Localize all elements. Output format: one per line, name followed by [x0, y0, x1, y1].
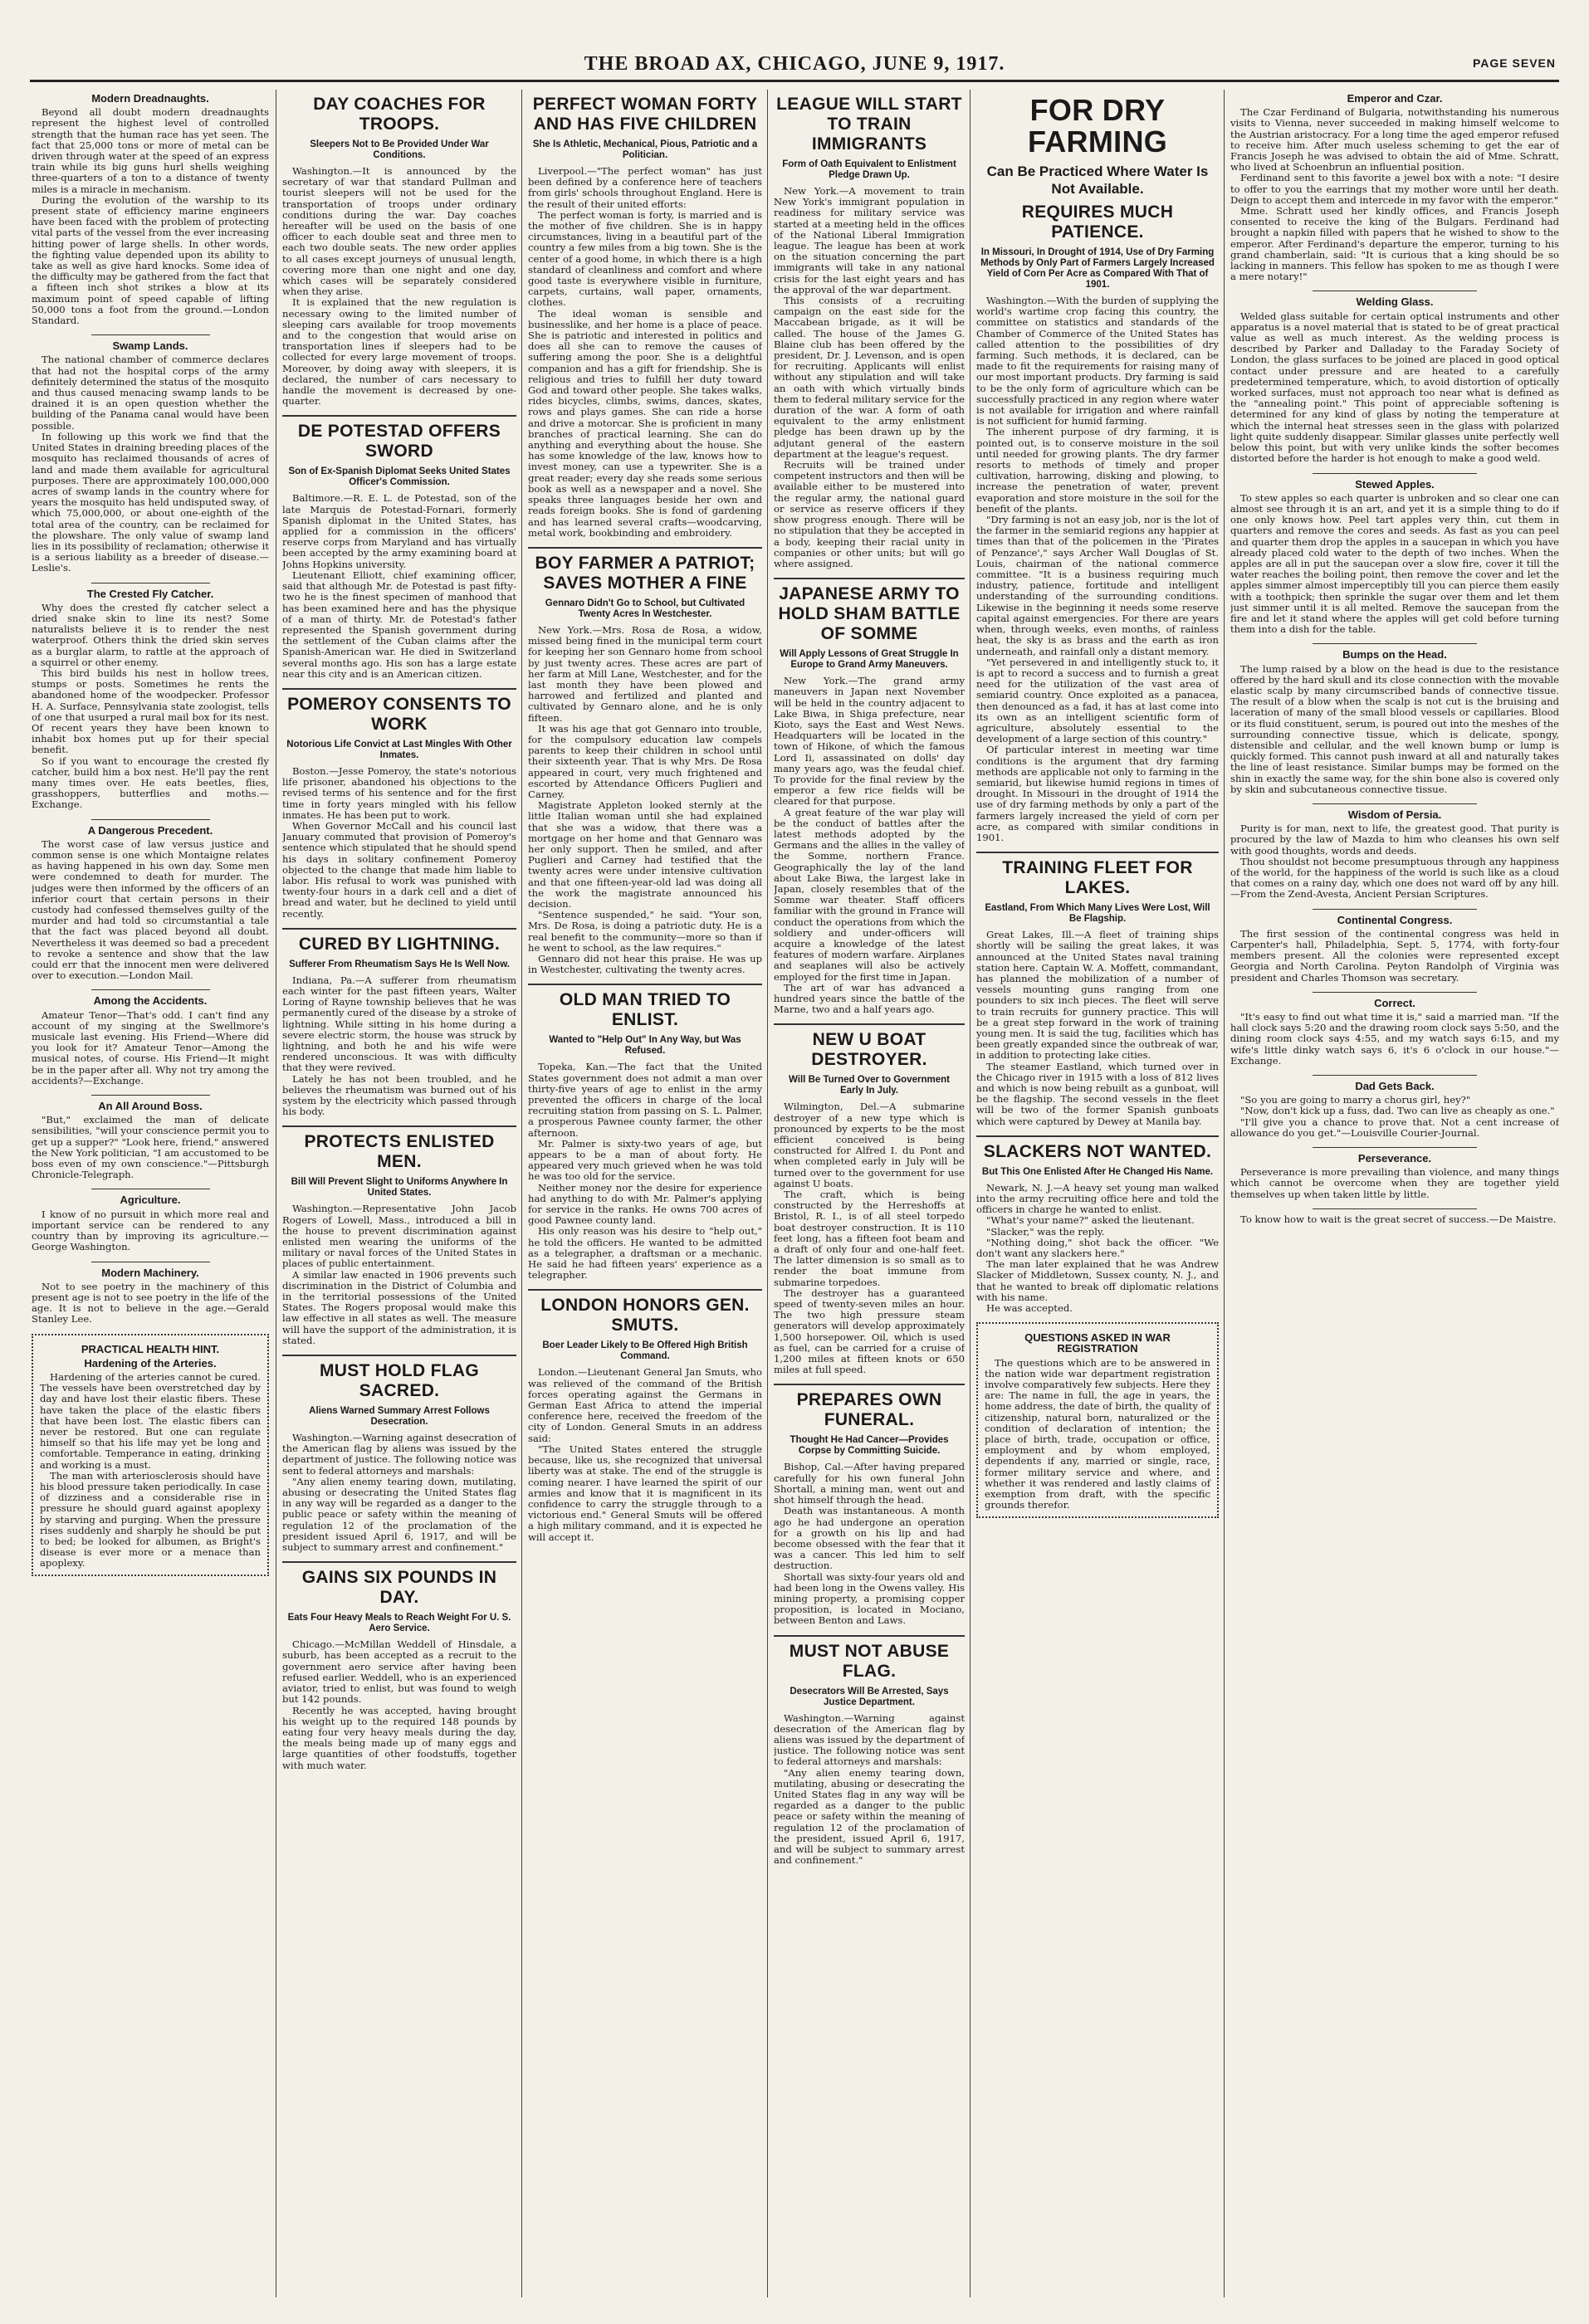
article-title: The Crested Fly Catcher. [86, 587, 214, 600]
article-title: Dad Gets Back. [1355, 1080, 1435, 1093]
article-paragraph: Boston.—Jesse Pomeroy, the state's notorious life prisoner, abandoned his objections to the revised terms of his sentence and for the first time in forty years mingled with his fellow inmates. He has been put to work. [282, 764, 516, 821]
article-paragraph: Great Lakes, Ill.—A fleet of training ships shortly will be sailing the great lakes, it was announced at the United States naval training station here. Captain W. A. Moffett, commandant, has planned the mobilization of a number of vessels mounting guns ranging from one pounders to six inch pieces. The fleet will serve to train recruits for gunnery practice. This will be a great step forward in the work of training young men. It is said the tug, facilities which has been greatly expanded since the outbreak of war, in addition to protecting lake cities. [976, 929, 1219, 1062]
article-paragraph: It is explained that the new regulation is necessary owing to the limited number of sleeping cars available for troop movements and to the congestion that would arise on transportation lines if sleepers had to be collected for every large movement of troops. Moreover, by doing away with sleepers, it is declared, the number of cars necessary to handle the movement is decreased by one-quarter. [282, 296, 516, 408]
column-rule [521, 90, 522, 2297]
article-subhead: Form of Oath Equivalent to Enlistment Pledge Drawn Up. [782, 159, 956, 180]
article-subhead: Eastland, From Which Many Lives Were Lost, Will Be Flagship. [985, 903, 1210, 925]
article-subhead: Wanted to "Help Out" In Any Way, but Was Refused. [549, 1035, 741, 1057]
article-paragraph: New York.—A movement to train New York's immigrant population in readiness for military service was started at a meeting held in the offices of the National Liberal Immigration league. The league has been at work on the situation concerning the part immigrants will take in any national crisis for the last eight years and has the approval of the war department. [774, 185, 965, 295]
article-paragraph: Gennaro did not hear this praise. He was up in Westchester, cultivating the twenty acres. [528, 953, 762, 976]
article-paragraph: So if you want to encourage the crested fly catcher, build him a box nest. He'll pay the rent many times over. He eats beetles, flies, grasshoppers, butterflies and moths.—Exchange. [32, 754, 269, 811]
article-paragraph: The national chamber of commerce declares that had not the hospital corps of the army definitely determined the status of the mosquito and thus caused menacing swamp lands to be drained it is an open question whether the building of the Panama canal would have been possible. [32, 354, 269, 432]
article-paragraph: The art of war has advanced a hundred years since the battle of the Marne, two and a half years ago. [774, 981, 965, 1016]
article-title: Among the Accidents. [93, 994, 208, 1008]
article-paragraph: This consists of a recruiting campaign on the east side for the Maccabean brigade, as it will be called. The house of the James G. Blaine club has been offered by the president, Dr. J. Levenson, and is open for recruiting. Applicants will enlist without any stipulation and will take an oath with which virtually binds them to federal military service for the duration of the war. A form of oath equivalent to the army enlistment pledge has been drawn up by the adjutant general of the eastern department at the league's request. [774, 295, 965, 460]
article [282, 935, 516, 1118]
article-paragraph: Mme. Schratt used her kindly offices, and Francis Joseph consented to receive the king of the Bulgars. Ferdinand had brought a napkin filled with papers that he wished to show to the emperor. After Ferdinand's departure the emperor, turning to his grand chamberlain, said: "It is curious that a king should be so lacking in manners. This fellow has spoken to me as though I were a mere notary!" [1230, 205, 1559, 283]
article-paragraph: Liverpool.—"The perfect woman" has just been defined by a conference here of teachers from girls' schools throughout England. Here is the result of their united efforts: [528, 165, 762, 210]
article-headline: MUST HOLD FLAG SACRED. [319, 1361, 479, 1401]
article-title: An All Around Boss. [98, 1100, 203, 1113]
article [32, 93, 269, 326]
article-paragraph: "I'll give you a chance to prove that. Not a cent increase of allowance do you get."—Louisville Courier-Journal. [1230, 1116, 1559, 1139]
article [32, 995, 269, 1086]
article-paragraph: It was his age that got Gennaro into trouble, for the compulsory education law compels parents to keep their children in school until their sixteenth year. That is why Mrs. De Rosa appeared in court, very much frightened and escorted by Attendance Officers Puglieri and Carney. [528, 722, 762, 800]
box-title: QUESTIONS ASKED IN WAR REGISTRATION [1024, 1331, 1171, 1355]
divider [528, 547, 762, 549]
article-paragraph: Recently he was accepted, having brought his weight up to the required 148 pounds by eating four very heavy meals during the day, the meals being made up of many eggs and large quantities of other foodstuffs, together with much water. [282, 1704, 516, 1771]
article-headline: BOY FARMER A PATRIOT; SAVES MOTHER A FINE [535, 553, 755, 593]
divider [282, 415, 516, 417]
article [774, 584, 965, 1015]
article-paragraph: Death was instantaneous. A month ago he had undergone an operation for a growth on his lip and had become obsessed with the fear that it was a cancer. This led him to self destruction. [774, 1505, 965, 1572]
article-paragraph: "Dry farming is not an easy job, nor is the lot of the farmer in the semiarid regions any happier at times than that of the policemen in the 'Pirates of Penzance'," says Archer Wall Douglas of St. Louis, chairman of the national commerce committee. "It is a business requiring much industry, patience, fortitude and intelligent understanding of the surrounding conditions. Likewise in the beginning it needs some reserve capital against emergencies. For there are years when, through weeks, even months, of rainless heat, the sky is as brass and the earth as iron underneath, and rainfall only a distant memory. [976, 514, 1219, 657]
article-paragraph: "It's easy to find out what time it is," said a married man. "If the hall clock says 5:20 and the drawing room clock says 5:50, and the dining room clock says 4:55, and my watch says 6:15, and my wife's little dinky watch says 6, it's 6 o'clock in our house."—Exchange. [1230, 1011, 1559, 1067]
article [32, 1267, 269, 1326]
article [976, 858, 1219, 1127]
article-headline: LEAGUE WILL START TO TRAIN IMMIGRANTS [776, 95, 962, 154]
divider [1313, 803, 1477, 804]
article-title: A Dangerous Precedent. [87, 823, 213, 837]
article-headline: POMEROY CONSENTS TO WORK [287, 694, 511, 734]
article-headline: SLACKERS NOT WANTED. [983, 1141, 1212, 1161]
article-paragraph: The lump raised by a blow on the head is due to the resistance offered by the hard skull and its close connection with the movable elastic scalp by many circumscribed bands of connective tissue. The result of a blow when the scalp is not cut is the bruising and laceration of many of the small blood vessels or capillaries. Blood or its fluid constituent, serum, is poured out into the meshes of the surrounding connective tissue, which is delicate, spongy, distensible and cellular, and the well known bump or lump is quickly formed. This cannot push inward at all and naturally takes the line of least resistance. Similar bumps may be formed on the shin in exactly the same way, for the shin bone also is covered only by skin and subcutaneous connective tissue. [1230, 662, 1559, 795]
article [1230, 915, 1559, 984]
article-headline: MUST NOT ABUSE FLAG. [789, 1641, 950, 1681]
article-title: Correct. [1374, 996, 1415, 1009]
article-subhead: Desecrators Will Be Arrested, Says Justice Department. [790, 1686, 949, 1707]
article [1230, 649, 1559, 795]
divider [774, 578, 965, 579]
divider [528, 1289, 762, 1291]
article-paragraph: The perfect woman is forty, is married and is the mother of five children. She is in happy circumstances, living in a beautiful part of the country a few miles from a big town. She is the center of a good home, in which there is a high standard of cleanliness and comfort and where good taste is everywhere visible in furniture, carpets, curtains, wall paper, ornaments, clothes. [528, 208, 762, 309]
box-title: PRACTICAL HEALTH HINT. [81, 1342, 220, 1355]
article-paragraph: The craft, which is being constructed by the Herreshoffs at Bristol, R. I., is of all steel torpedo boat destroyer construction. It is 110 feet long, has a fifteen foot beam and a draft of only four and one-half feet. The latter dimension is so small as to render the boat immune from submarine torpedoes. [774, 1189, 965, 1288]
column-6 [1230, 90, 1559, 2297]
page-number: PAGE SEVEN [1473, 56, 1556, 70]
article-paragraph: The inherent purpose of dry farming, it is pointed out, is to conserve moisture in the soil until needed for growing plants. The dry farmer resorts to methods of timely and proper cultivation, harrowing, disking and plowing, to increase the penetration of water, prevent evaporation and store moisture in the soil for the benefit of the plants. [976, 426, 1219, 515]
article-paragraph: "Nothing doing," shot back the officer. "We don't want any slackers here." [976, 1236, 1219, 1260]
article [528, 95, 762, 539]
article-paragraph: A similar law enacted in 1906 prevents such discrimination in the District of Columbia and in the territorial possessions of the United States. The Rogers proposal would make this law effective in all states as well. The measure will have the support of the administration, it is stated. [282, 1268, 516, 1346]
article-paragraph: New York.—Mrs. Rosa de Rosa, a widow, missed being fined in the municipal term court for keeping her son Gennaro home from school by just twenty acres. These acres are part of her farm at Mill Lane, Westchester, and for the last month they have been plowed and harrowed and fertilized and planted and cultivated by Gennaro alone, and he is only fifteen. [528, 623, 762, 724]
article-paragraph: Baltimore.—R. E. L. de Potestad, son of the late Marquis de Potestad-Fornari, formerly Spanish diplomat in the United States, has applied for a commission in the officers' reserve corps from Maryland and has virtually been accepted by the army examining board at Johns Hopkins university. [282, 492, 516, 570]
article-paragraph: Beyond all doubt modern dreadnaughts represent the highest level of controlled strength that the human race has yet seen. The fact that 25,000 tons or more of metal can be driven through water at the speed of an express train while its big guns hurl shells weighing three-quarters of a ton to a distance of twenty miles is a miracle in mechanism. [32, 106, 269, 195]
page-title: THE BROAD AX, CHICAGO, JUNE 9, 1917. [584, 53, 1005, 75]
article-subhead: Aliens Warned Summary Arrest Follows Desecration. [309, 1406, 490, 1428]
article-headline: JAPANESE ARMY TO HOLD SHAM BATTLE OF SOMME [778, 584, 961, 644]
divider [1313, 643, 1477, 644]
divider [528, 984, 762, 985]
article-subhead: Thought He Had Cancer—Provides Corpse by Committing Suicide. [790, 1435, 949, 1457]
article-title: Emperor and Czar. [1347, 92, 1443, 105]
column-3 [528, 90, 762, 2297]
article [282, 1568, 516, 1770]
article-paragraph: Wilmington, Del.—A submarine destroyer of a new type which is pronounced by experts to be the most efficient conceived is being constructed for Alfred I. du Pont and when completed early in July will be turned over to the government for use against U boats. [774, 1101, 965, 1189]
article [1230, 809, 1559, 901]
article-headline: PERFECT WOMAN FORTY AND HAS FIVE CHILDREN [532, 95, 758, 134]
box-paragraph: The questions which are to be answered in the nation wide war department registration involve comparatively few subjects. Here they are: The name in full, the age in years, the home address, the date of birth, the quality of citizenship, natural born, naturalized or the condition of declaration of intention; the place of birth, trade, occupation or office, employment and by whom employed, dependents if any, married or single, race, former military service and where, and whether it was rendered and lastly claims of exemption from draft, with the specific grounds therefor. [985, 1356, 1210, 1511]
box-paragraph: Hardening of the arteries cannot be cured. The vessels have been overstretched day by day and have lost their elastic fibers. These have taken the place of the elastic fibers that have been lost. The elastic fibers can never be restored. But one can regulate himself so that his life may yet be long and comfortable. Temperance in eating, drinking and working is a must. [40, 1370, 261, 1471]
masthead [30, 51, 1559, 82]
article-title: Continental Congress. [1337, 913, 1453, 926]
article [282, 695, 516, 920]
article-subhead: Will Apply Lessons of Great Struggle In Europe to Grand Army Maneuvers. [780, 649, 959, 671]
article [282, 1132, 516, 1346]
article-paragraph: Of particular interest in meeting war time conditions is the argument that dry farming methods are applicable not only to farming in the semiarid, but likewise humid regions in times of drought. In Missouri in the drought of 1914 the use of dry farming methods by only a part of the farmers largely increased the yield of corn per acre, as compared with similar conditions in 1901. [976, 744, 1219, 843]
article-paragraph: Washington.—Representative John Jacob Rogers of Lowell, Mass., introduced a bill in the house to prevent discrimination against enlisted men wearing the uniforms of the military or naval forces of the United States in places of public entertainment. [282, 1203, 516, 1270]
article-paragraph: In following up this work we find that the United States in draining breeding places of the mosquito has reclaimed thousands of acres of land and made them available for agricultural purposes. There are approximately 100,000,000 acres of swamp lands in the country where for years the mosquito has held undisputed sway, of which 75,000,000, or about one-eighth of the total area of the country, can be reclaimed for the plowshare. The only value of swamp land lies in its possibility of reclamation; otherwise it is a serious liability as a breeder of disease.—Leslie's. [32, 430, 269, 574]
article-paragraph: Recruits will be trained under competent instructors and then will be available either to be mustered into the regular army, the national guard or service as reserve officers if they show progress enough. There will be no stipulation that they be accepted in a body, keeping their racial unity in companies or other units; but will go where assigned. [774, 459, 965, 569]
article-paragraph: "But," exclaimed the man of delicate sensibilities, "will your conscience permit you to get up a supper?" "Look here, friend," answered the New York politician, "I am accustomed to be boss even of my own conscience."—Pittsburgh Chronicle-Telegraph. [32, 1114, 269, 1181]
article-title: Perseverance. [1357, 1152, 1432, 1165]
article-paragraph: Mr. Palmer is sixty-two years of age, but appears to be a man of about forty. He appeared very much grieved when he was told he was too old for the service. [528, 1137, 762, 1183]
divider [976, 1135, 1219, 1137]
boxed-article [32, 1334, 269, 1576]
article-headline: LONDON HONORS GEN. SMUTS. [540, 1296, 750, 1335]
article-subhead: Notorious Life Convict at Last Mingles With Other Inmates. [286, 739, 512, 760]
article-subhead: Son of Ex-Spanish Diplomat Seeks United States Officer's Commission. [288, 466, 511, 488]
article-paragraph: "Sentence suspended," he said. "Your son, Mrs. De Rosa, is doing a patriotic duty. He is a real benefit to the community—more so than if he went to school, as the law requires." [528, 909, 762, 954]
article-paragraph: The steamer Eastland, which turned over in the Chicago river in 1915 with a loss of 812 lives and which is now being rebuilt as a gunboat, will be the flagship. The second vessels in the fleet will be two of the former Spanish gunboats which were captured by Dewey at Manila bay. [976, 1060, 1219, 1127]
article-paragraph: London.—Lieutenant General Jan Smuts, who was relieved of the command of the British forces operating against the Germans in German East Africa to attend the imperial conference here, received the freedom of the city of London. General Smuts in an address said: [528, 1366, 762, 1444]
divider [976, 852, 1219, 853]
divider [1313, 1075, 1477, 1076]
divider [282, 928, 516, 930]
article-headline: TRAINING FLEET FOR LAKES. [1002, 858, 1193, 898]
article-paragraph: Newark, N. J.—A heavy set young man walked into the army recruiting office here and told the officers in charge he wanted to enlist. [976, 1181, 1219, 1216]
article-paragraph: When Governor McCall and his council last January commuted that provision of Pomeroy's sentence which stipulated that he should spend his days in solitary confinement Pomeroy objected to the change that made him liable to labor. His refusal to work was punished with twenty-four hours in a dark cell and a diet of bread and water, but he declined to yield until recently. [282, 819, 516, 920]
article [976, 1142, 1219, 1314]
column-2 [282, 90, 516, 2297]
article-paragraph: The ideal woman is sensible and businesslike, and her home is a place of peace. She is patriotic and interested in politics and does all she can to remove the causes of suffering among the poor. She is a delightful companion and has a gift for friendship. She is religious and tries to fulfill her duty toward God and toward other people. She takes walks, rides bicycles, climbs, swims, dances, skates, rows and plays games. She can ride a horse and drive a motorcar. She is proficient in many branches of practical learning. She can do anything and everything about the house. She has some knowledge of the law, knows how to invest money, can use a typewriter. She is a great reader; every day she reads some serious book as well as a newspaper and a novel. She speaks three languages beside her own and reads foreign books. She is fond of gardening and has learned several crafts—woodcarving, metal work, bookbinding and embroidery. [528, 307, 762, 539]
article [1230, 998, 1559, 1067]
divider [282, 1355, 516, 1356]
article-paragraph: To know how to wait is the great secret of success.—De Maistre. [1240, 1213, 1557, 1225]
article-subhead: Boer Leader Likely to Be Offered High British Command. [542, 1340, 748, 1362]
article-paragraph: Magistrate Appleton looked sternly at the little Italian woman until she had explained that she was a widow, that there was a mortgage on her home and that Gennaro was her only support. Then he smiled, and after Puglieri and Carney had testified that the twenty acres were under intensive cultivation and that one fifteen-year-old lad was doing all the work the magistrate announced his decision. [528, 799, 762, 910]
article [1230, 1081, 1559, 1139]
article-paragraph: Not to see poetry in the machinery of this present age is not to see poetry in the life of the age. It is not to believe in the age.—Gerald Stanley Lee. [32, 1280, 269, 1326]
article [32, 1101, 269, 1180]
article [774, 95, 965, 569]
article-paragraph: A great feature of the war play will be the conduct of battles after the latest methods adopted by the Germans and the allies in the valley of the Somme, northern France. Geographically the lay of the land about Lake Biwa, the largest lake in Japan, closely resembles that of the Somme war theater. Staff officers familiar with the ground in France will conduct the operations from which the soldiery and under-officers will acquire a knowledge of the latest features of modern warfare. Airplanes and seaplanes will also be actively employed for the first time in Japan. [774, 806, 965, 983]
article-paragraph: The worst case of law versus justice and common sense is one which Montaigne relates as having happened in his own day. Some men were condemned to death for murder. The judges were then informed by the officers of an inferior court that certain persons in their custody had confessed themselves guilty of the murder and had told so circumstantial a tale that the fact was placed beyond all doubt. Nevertheless it was deemed so bad a precedent to revoke a sentence and show that the law could err that the innocent men were delivered over to execution.—London Mail. [32, 837, 269, 982]
article-paragraph: Ferdinand sent to this favorite a jewel box with a note: "I desire to offer to you the earrings that my mother wore until her death. Deign to accept them and intercede in my favor with the emperor." [1230, 172, 1559, 206]
article-subhead: Sufferer From Rheumatism Says He Is Well Now. [289, 959, 510, 969]
article-paragraph: Chicago.—McMillan Weddell of Hinsdale, a suburb, has been accepted as a recruit to the government aero service after having been refused earlier. Weddell, who is an experienced aviator, tried to enlist, but was found to weigh but 142 pounds. [282, 1638, 516, 1706]
article-headline: GAINS SIX POUNDS IN DAY. [301, 1568, 497, 1608]
divider [774, 1384, 965, 1385]
article-paragraph: Shortall was sixty-four years old and had been long in the Owens valley. His mining property, a promising copper proposition, is located in Mociano, between Benton and Laws. [774, 1570, 965, 1627]
article [32, 588, 269, 811]
divider [91, 1095, 210, 1096]
divider [1313, 909, 1477, 910]
article-paragraph: Amateur Tenor—That's odd. I can't find any account of my singing at the Swellmore's musicale last evening. His Friend—Where did you look for it? Amateur Tenor—Among the musical notes, of course. His Friend—It might be in the paper after all. Why not try among the accidents?—Exchange. [32, 1008, 269, 1086]
article-subhead: She Is Athletic, Mechanical, Pious, Patriotic and a Politician. [532, 139, 758, 160]
divider [1313, 473, 1477, 474]
article [528, 1296, 762, 1542]
article [282, 95, 516, 407]
article-paragraph: Thou shouldst not become presumptuous through any happiness of the world, for the happiness of the world is such like as a cloud that comes on a rainy day, which one does not ward off by any hill.—From the Zend-Avesta, Ancient Persian Scriptures. [1230, 855, 1559, 901]
article-paragraph: During the evolution of the warship to its present state of efficiency marine engineers have been faced with the problem of protecting vital parts of the vessel from the ever increasing hitting power of large shells. In other words, the fighting value depended upon its ability to take as well as give hard knocks. Some idea of the difficulty may be gathered from the fact that a fifteen inch shot strikes a blow at its maximum point of speed capable of lifting 50,000 tons a foot from the ground.—London Standard. [32, 193, 269, 327]
article-paragraph: Why does the crested fly catcher select a dried snake skin to line its nest? Some naturalists believe it is to render the nest waterproof. Others think the dried skin serves as a burglar alarm, to rattle at the approach of a squirrel or other enemy. [32, 601, 269, 668]
divider [282, 1561, 516, 1563]
article-paragraph: His only reason was his desire to "help out," he told the officers. He wanted to be admitted as a telegrapher, a draftsman or a mechanic. He said he had fifteen years' experience as a telegrapher. [528, 1225, 762, 1282]
article-title: Modern Machinery. [101, 1266, 199, 1279]
divider [91, 989, 210, 990]
article-paragraph: Bishop, Cal.—After having prepared carefully for his own funeral John Shortall, a mining man, went out and shot himself through the head. [774, 1461, 965, 1506]
article-paragraph: Welded glass suitable for certain optical instruments and other apparatus is a novel material that is stated to be of great practical value as well as much interest. As the welding process is described by Parker and Dalladay to the Faraday Society of London, the glass surfaces to be joined are placed in good optical contact under pressure and are heated to a carefully predetermined temperature, which, to avoid distortion of optically worked surfaces, must not approach too near what is defined as the "annealing point." This point of appreciable softening is determined for any kind of glass by noting the temperature at which the internal heat stresses seen in the glass with polarized light quite suddenly disappear. Similar glasses unite perfectly well below this point, but with very unlike kinds the softer becomes distorted before the harder is hot enough to make a good weld. [1230, 310, 1559, 465]
article-paragraph: This bird builds his nest in hollow trees, stumps or posts. Sometimes he rents the abandoned home of the woodpecker. Professor H. A. Surface, Pennsylvania state zoologist, tells of one that usurped a rural mail box for its nest. Of recent years they have been known to inhabit box homes put up for their special benefit. [32, 666, 269, 756]
article-headline: REQUIRES MUCH PATIENCE. [1021, 203, 1174, 242]
article [32, 340, 269, 574]
article-subhead: In Missouri, In Drought of 1914, Use of Dry Farming Methods by Only Part of Farmers Largely Increased Yield of Corn Per Acre as Compared With That of 1901. [980, 247, 1215, 290]
article-paragraph: "Slacker," was the reply. [986, 1225, 1105, 1238]
article [528, 554, 762, 976]
article-headline: PREPARES OWN FUNERAL. [796, 1390, 942, 1430]
article-paragraph: "The United States entered the struggle because, like us, she recognized that universal liberty was at stake. The end of the struggle is coming nearer. I have learned the spirit of our armies and know that it is magnificent in its confidence to carry the struggle through to a victorious end." General Smuts will be offered a high military command, and it is expected he will accept it. [528, 1443, 762, 1543]
column-rule [970, 90, 971, 2297]
article-paragraph: He was accepted. [986, 1302, 1073, 1315]
article-paragraph: Washington.—It is announced by the secretary of war that standard Pullman and tourist sleepers will not be used for the transportation of troops under ordinary conditions during the war. Day coaches hereafter will be used on the basis of one officer to each double seat and three men to each two double seats. The new order applies to all cases except journeys of unusual length, covering more than one night and one day, which cases will be separately considered when they arise. [282, 165, 516, 298]
article-subhead: Sleepers Not to Be Provided Under War Conditions. [310, 139, 489, 160]
article-headline: PROTECTS ENLISTED MEN. [304, 1132, 495, 1172]
article-subhead: Can Be Practiced Where Water Is Not Available. [986, 164, 1209, 197]
article [774, 1642, 965, 1867]
article-paragraph: Washington.—With the burden of supplying the world's wartime crop facing this country, the committee on statistics and standards of the Chamber of Commerce of the United States has called attention to the possibilities of dry farming. Such methods, it is declared, can be made to fit the requirements for raising many of our most important products. Dry farming is said to be the only form of agriculture which can be successfully practiced in any region where water is not available for irrigation and where rainfall is not sufficient for humid farming. [976, 295, 1219, 427]
column-rule [767, 90, 768, 2297]
article-headline: CURED BY LIGHTNING. [298, 934, 501, 954]
article-paragraph: Purity is for man, next to life, the greatest good. That purity is procured by the law of Mazda to him who cleanses his own self with good thoughts, words and deeds. [1230, 823, 1559, 857]
article-title: Modern Dreadnaughts. [91, 92, 209, 105]
article-paragraph: "Now, don't kick up a fuss, dad. Two can live as cheaply as one." [1240, 1105, 1555, 1117]
divider [282, 1125, 516, 1127]
article-subhead: Gennaro Didn't Go to School, but Cultivated Twenty Acres In Westchester. [545, 598, 746, 619]
column-4 [774, 90, 965, 2297]
article-paragraph: Washington.—Warning against desecration of the American flag by aliens was issued by the department of justice. The following notice was sent to federal attorneys and marshals: [774, 1711, 965, 1768]
article-subhead: Eats Four Heavy Meals to Reach Weight For U. S. Aero Service. [287, 1613, 511, 1634]
article-paragraph: "Yet persevered in and intelligently stuck to, it is apt to record a success and to furnish a great need for the utilization of the vast area of semiarid country. Once exploited as a panacea, then denounced as a fad, it has at last come into its own as an intelligent scientific form of agriculture, absolutely essential to the development of a large section of this country." [976, 656, 1219, 745]
article-paragraph: To stew apples so each quarter is unbroken and so clear one can almost see through it is an art, and yet it is a simple thing to do if one only knows how. Peel tart apples very thin, cut them in quarters and remove the cores and seeds. As fast as you can peel and quarter them drop the apples in a saucepan in which you have already placed cold water to the depth of two inches. When the apples are all in put the saucepan over a slow fire, cover it till the water reaches the boiling point, then remove the cover and let the apples simmer almost imperceptibly till you can pierce them easily with a toothpick; then sprinkle the sugar over them and let them just simmer until it is all melted. Remove the saucepan from the fire and let it stand where the apples will get cold before turning them into a dish for the table. [1230, 491, 1559, 636]
article [1230, 93, 1559, 282]
article-paragraph: I know of no pursuit in which more real and important service can be rendered to any country than by improving its agriculture.—George Washington. [32, 1208, 269, 1253]
article-paragraph: The destroyer has a guaranteed speed of twenty-seven miles an hour. The two high pressure steam generators will develop approximately 1,500 horsepower. Oil, which is used as fuel, can be carried for a cruise of 1,200 miles at fifteen knots or 650 miles at full speed. [774, 1286, 965, 1376]
article-title: Swamp Lands. [112, 339, 188, 353]
article-headline: DAY COACHES FOR TROOPS. [313, 95, 486, 134]
article [528, 990, 762, 1281]
article [1230, 296, 1559, 464]
article-paragraph: The Czar Ferdinand of Bulgaria, notwithstanding his numerous visits to Vienna, never succeeded in making himself welcome to the Austrian aristocracy. For a long time the aged emperor refused to receive him. After much useless scheming to get the ear of Francis Joseph he was advised to obtain the aid of Mme. Schratt, who lived at Schoenbrun an influential position. [1230, 106, 1559, 173]
article-paragraph: Topeka, Kan.—The fact that the United States government does not admit a man over thirty-five years of age to enlist in the army prevented the officers in charge of the local recruiting station from passing on S. L. Palmer, a prosperous Pawnee county farmer, the other afternoon. [528, 1061, 762, 1139]
article-title: Wisdom of Persia. [1347, 808, 1442, 821]
box-paragraph: The man with arteriosclerosis should have his blood pressure taken periodically. In case of dizziness and a considerable rise in pressure he should guard against apoplexy by starving and purging. When the pressure rises suddenly and sharply he should be put to bed; be looked for albumen, as Bright's disease is ever more or a menace than apoplexy. [40, 1469, 261, 1570]
article-headline: DE POTESTAD OFFERS SWORD [297, 422, 501, 461]
article [774, 1390, 965, 1626]
article [1230, 1153, 1559, 1200]
column-rule [1224, 90, 1225, 2297]
divider [282, 688, 516, 690]
article [774, 1030, 965, 1375]
article-title: Stewed Apples. [1355, 477, 1435, 491]
divider [1313, 290, 1477, 291]
divider [1313, 1208, 1477, 1209]
article-title: Welding Glass. [1356, 295, 1434, 309]
article-headline: NEW U BOAT DESTROYER. [811, 1030, 927, 1070]
article-paragraph: "Any alien enemy tearing down, mutilating, abusing or desecrating the United States flag in any way will be regarded as a danger to the public peace or safety within the meaning of regulation 12 of the proclamation of the president, issued April 6, 1917, and will be subject to summary arrest and confinement." [774, 1766, 965, 1867]
article [1230, 1214, 1559, 1225]
article-subhead: Bill Will Prevent Slight to Uniforms Anywhere In United States. [291, 1177, 508, 1199]
divider [1313, 1147, 1477, 1148]
divider [774, 1023, 965, 1025]
article-paragraph: Neither money nor the desire for experience had anything to do with Mr. Palmer's applying for service in the ranks. He owns 700 acres of good Pawnee county land. [528, 1181, 762, 1227]
article-paragraph: Lately he has not been troubled, and he believes the rheumatism was burned out of his system by the electricity which passed through his body. [282, 1072, 516, 1118]
divider [774, 1635, 965, 1637]
article-paragraph: "What's your name?" asked the lieutenant. [986, 1214, 1195, 1227]
article-headline: FOR DRY FARMING [1027, 93, 1168, 159]
article-paragraph: Washington.—Warning against desecration of the American flag by aliens was issued by the department of justice. The following notice was sent to federal attorneys and marshals: [282, 1432, 516, 1477]
article-title: Bumps on the Head. [1342, 648, 1447, 662]
article-paragraph: Perseverance is more prevailing than violence, and many things which cannot be overcome when they are together yield themselves up when taken little by little. [1230, 1166, 1559, 1200]
article-paragraph: "So you are going to marry a chorus girl, hey?" [1240, 1094, 1471, 1106]
box-subtitle: Hardening of the Arteries. [84, 1356, 217, 1370]
article [282, 422, 516, 679]
divider [1313, 992, 1477, 993]
article-paragraph: The man later explained that he was Andrew Slacker of Middletown, Sussex county, N. J., and that he wanted to break off diplomatic relations with his name. [976, 1258, 1219, 1303]
article-paragraph: New York.—The grand army maneuvers in Japan next November will be held in the country adjacent to Lake Biwa, in Shiga prefecture, near Kioto, says the East and West News. Headquarters will be located in the town of Hikone, of which the famous Lord Ii, assassinated on dolls' day many years ago, was the feudal chief. To provide for the final review by the emperor a few rice fields will be cleared for that purpose. [774, 675, 965, 808]
divider [91, 334, 210, 335]
article-paragraph: The first session of the continental congress was held in Carpenter's hall, Philadelphia, Sept. 5, 1774, with forty-four members present. All the colonies were represented except Georgia and North Carolina. Peyton Randolph of Virginia was president and Charles Thomson was secretary. [1230, 927, 1559, 984]
article [976, 95, 1219, 843]
article [32, 825, 269, 982]
article-paragraph: "Any alien enemy tearing down, mutilating, abusing or desecrating the United States flag in any way will be regarded as a danger to the public peace or safety within the meaning of regulation 12 of the proclamation of the president issued April 6, 1917, and will be subject to summary arrest and confinement." [282, 1475, 516, 1554]
column-1 [32, 90, 269, 2297]
column-5 [976, 90, 1219, 2297]
article-subhead: But This One Enlisted After He Changed His Name. [981, 1166, 1214, 1177]
boxed-article [976, 1322, 1219, 1517]
article-paragraph: Indiana, Pa.—A sufferer from rheumatism each winter for the past fifteen years, Walter Loring of Rayne township believes that he was permanently cured of the disease by a stroke of lightning. While sitting in his home during a severe electric storm, the house was struck by lightning, and both he and his wife were rendered unconscious. It was with difficulty that they were revived. [282, 974, 516, 1074]
article [1230, 479, 1559, 636]
article [282, 1361, 516, 1553]
article-subhead: Will Be Turned Over to Government Early In July. [789, 1075, 950, 1096]
article-paragraph: Lieutenant Elliott, chief examining officer, said that although Mr. de Potestad is past fifty-two he is the finest specimen of manhood that has been examined here and has the physique of a man of thirty. Mr. de Potestad's father represented the Spanish government during the settlement of the Cuban claims after the Spanish-American war. He died in Switzerland several months ago. His son has a large estate near this city and is an American citizen. [282, 569, 516, 680]
article-title: Agriculture. [120, 1194, 181, 1207]
article [32, 1194, 269, 1252]
divider [91, 819, 210, 820]
article-headline: OLD MAN TRIED TO ENLIST. [559, 990, 731, 1030]
